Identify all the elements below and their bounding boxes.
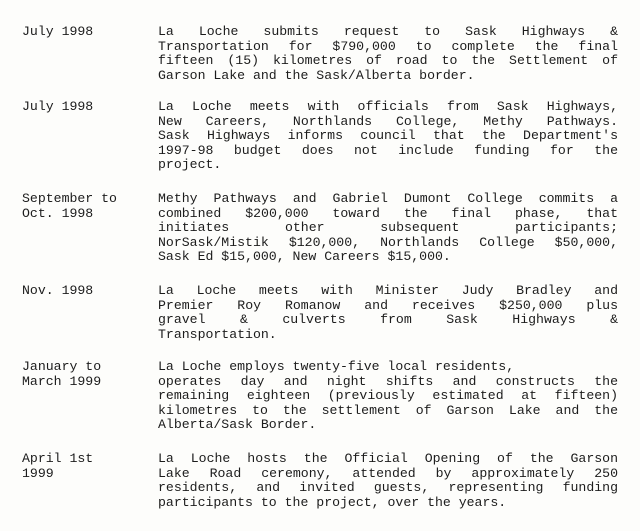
entry-line: Premier Roy Romanow and receives $250,000 plus <box>158 297 618 313</box>
entry-line: initiates other subsequent participants; <box>158 220 618 236</box>
entry-line: 1997-98 budget does not include funding for the <box>158 142 618 158</box>
entry-description <box>158 284 618 342</box>
entry-line: residents, and invited guests, representing funding <box>158 480 618 496</box>
entry-line: operates day and night shifts and constructs the <box>158 373 618 389</box>
entry-line: Sask Ed $15,000, New Careers $15,000. <box>158 249 451 265</box>
entry-date: January to March 1999 <box>22 359 102 389</box>
entry-line: Garson Lake and the Sask/Alberta border. <box>158 67 475 83</box>
entry-date: July 1998 <box>22 99 94 114</box>
entry-line: project. <box>158 157 222 173</box>
entry-line: Transportation for $790,000 to complete the final <box>158 38 618 54</box>
entry-line: Sask Highways informs council that the Department's <box>158 128 618 144</box>
entry-line: La Loche employs twenty-five local residents, <box>158 359 515 374</box>
entry-line: fifteen (15) kilometres of road to the Settlement of <box>158 53 618 69</box>
entry-description <box>158 100 618 173</box>
entry-line: Methy Pathways and Gabriel Dumont College commits a <box>158 191 618 206</box>
entry-line: participants to the project, over the years. <box>158 494 507 510</box>
entry-line: La Loche submits request to Sask Highways & <box>158 24 618 39</box>
entry-line: La Loche hosts the Official Opening of the Garson <box>158 451 618 466</box>
entry-description <box>158 452 618 510</box>
entry-date: July 1998 <box>22 24 94 39</box>
entry-line: combined $200,000 toward the final phase, that <box>158 205 618 221</box>
entry-line: Alberta/Sask Border. <box>158 417 317 433</box>
entry-line: Transportation. <box>158 326 277 342</box>
entry-line: La Loche meets with officials from Sask Highways, <box>158 99 618 114</box>
entry-description <box>158 360 618 433</box>
entry-line: remaining eighteen (previously estimated at fifteen) <box>158 388 618 404</box>
entry-line: Lake Road ceremony, attended by approximately 250 <box>158 465 618 481</box>
entry-description <box>158 192 618 265</box>
entry-line: kilometres to the settlement of Garson Lake and the <box>158 402 618 418</box>
entry-date: September to Oct. 1998 <box>22 191 117 221</box>
entry-date: Nov. 1998 <box>22 283 94 298</box>
entry-line: gravel & culverts from Sask Highways & <box>158 312 618 328</box>
entry-description <box>158 25 618 83</box>
entry-line: New Careers, Northlands College, Methy Pathways. <box>158 113 618 129</box>
entry-date: April 1st 1999 <box>22 451 94 481</box>
entry-line: La Loche meets with Minister Judy Bradley and <box>158 283 618 298</box>
entry-line: NorSask/Mistik $120,000, Northlands College $50,000, <box>158 234 618 250</box>
